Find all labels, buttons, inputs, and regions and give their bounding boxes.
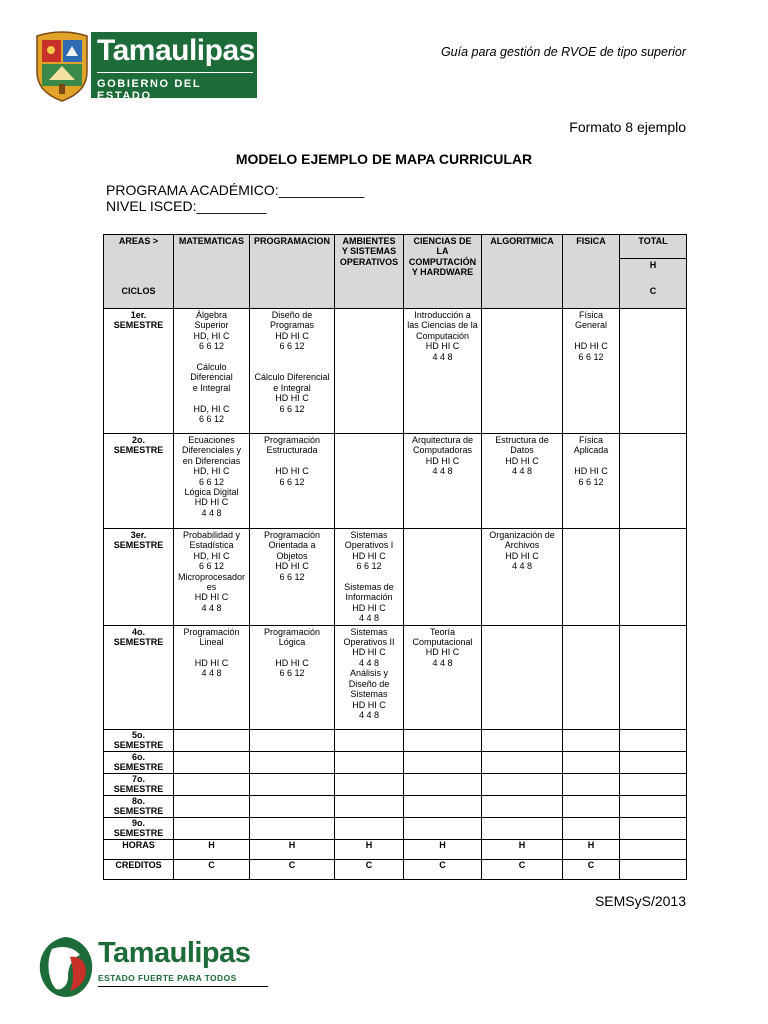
course-cell: H xyxy=(335,839,404,859)
course-cell: Teoría Computacional HD HI C 4 4 8 xyxy=(404,625,482,729)
course-cell: Introducción a las Ciencias de la Computación HD HI C 4 4 8 xyxy=(404,309,482,434)
course-cell xyxy=(335,434,404,529)
row-label: HORAS xyxy=(104,839,174,859)
footer-code: SEMSyS/2013 xyxy=(594,893,686,909)
area-header: AMBIENTES Y SISTEMAS OPERATIVOS xyxy=(335,235,404,309)
course-cell: H xyxy=(563,839,620,859)
row-label: 4o. SEMESTRE xyxy=(104,625,174,729)
total-cell xyxy=(620,859,687,879)
course-cell xyxy=(404,529,482,626)
total-cell xyxy=(620,839,687,859)
brand-banner xyxy=(91,32,257,102)
logo-gobierno-del-estado xyxy=(33,28,257,102)
course-cell xyxy=(174,817,250,839)
course-cell: H xyxy=(404,839,482,859)
course-cell xyxy=(404,817,482,839)
total-h-header: H xyxy=(620,259,687,285)
course-cell: Física General HD HI C 6 6 12 xyxy=(563,309,620,434)
header-guide-text: Guía para gestión de RVOE de tipo superior xyxy=(440,45,686,59)
course-cell xyxy=(335,309,404,434)
course-cell xyxy=(250,729,335,751)
course-cell: Programación Lineal HD HI C 4 4 8 xyxy=(174,625,250,729)
programa-academico-line: PROGRAMA ACADÉMICO:___________ xyxy=(106,182,365,198)
area-header: ALGORITMICA xyxy=(482,235,563,309)
table-row xyxy=(104,529,687,626)
total-cell xyxy=(620,309,687,434)
course-cell: Arquitectura de Computadoras HD HI C 4 4 8 xyxy=(404,434,482,529)
course-cell: Álgebra Superior HD, HI C 6 6 12 Cálculo Diferencial e Integral HD, HI C 6 6 12 xyxy=(174,309,250,434)
tamaulipas-emblem-icon xyxy=(38,935,94,999)
total-header: TOTAL xyxy=(620,235,687,259)
brand-subtitle: GOBIERNO DEL ESTADO xyxy=(97,78,201,102)
area-header: PROGRAMACION xyxy=(250,235,335,309)
row-label: 5o. SEMESTRE xyxy=(104,729,174,751)
course-cell: H xyxy=(174,839,250,859)
brand-name: Tamaulipas xyxy=(97,34,255,67)
row-label: 8o. SEMESTRE xyxy=(104,795,174,817)
course-cell xyxy=(482,773,563,795)
table-row xyxy=(104,625,687,729)
header-areas: AREAS > xyxy=(104,235,174,259)
course-cell xyxy=(174,751,250,773)
course-cell xyxy=(250,773,335,795)
table-row xyxy=(104,817,687,839)
total-cell xyxy=(620,729,687,751)
area-header: FISICA xyxy=(563,235,620,309)
course-cell: Probabilidad y Estadística HD, HI C 6 6 12 Microprocesador es HD HI C 4 4 8 xyxy=(174,529,250,626)
table-row xyxy=(104,773,687,795)
course-cell xyxy=(563,795,620,817)
logo-estado-fuerte xyxy=(38,935,251,999)
row-label: 9o. SEMESTRE xyxy=(104,817,174,839)
course-cell: Sistemas Operativos II HD HI C 4 4 8 Análisis y Diseño de Sistemas HD HI C 4 4 8 xyxy=(335,625,404,729)
course-cell xyxy=(174,773,250,795)
course-cell xyxy=(404,773,482,795)
course-cell: H xyxy=(250,839,335,859)
total-cell xyxy=(620,625,687,729)
course-cell xyxy=(404,795,482,817)
course-cell: C xyxy=(250,859,335,879)
row-label: 3er. SEMESTRE xyxy=(104,529,174,626)
row-label: CREDITOS xyxy=(104,859,174,879)
course-cell xyxy=(174,729,250,751)
course-cell: C xyxy=(482,859,563,879)
course-cell: H xyxy=(482,839,563,859)
table-row xyxy=(104,751,687,773)
coat-of-arms-icon xyxy=(33,28,91,102)
course-cell xyxy=(563,773,620,795)
course-cell: Estructura de Datos HD HI C 4 4 8 xyxy=(482,434,563,529)
table-row xyxy=(104,859,687,879)
header-ciclos: CICLOS xyxy=(104,285,174,309)
course-cell xyxy=(482,625,563,729)
area-header: MATEMATICAS xyxy=(174,235,250,309)
course-cell: C xyxy=(563,859,620,879)
total-cell xyxy=(620,434,687,529)
course-cell xyxy=(250,817,335,839)
course-cell xyxy=(563,817,620,839)
course-cell xyxy=(563,529,620,626)
table-row xyxy=(104,839,687,859)
logo-bottom-tagline: ESTADO FUERTE PARA TODOS xyxy=(98,973,237,983)
curricular-map-table xyxy=(103,234,687,880)
course-cell: C xyxy=(174,859,250,879)
course-cell: Organización de Archivos HD HI C 4 4 8 xyxy=(482,529,563,626)
course-cell: Física Aplicada HD HI C 6 6 12 xyxy=(563,434,620,529)
course-cell: C xyxy=(335,859,404,879)
row-label: 1er. SEMESTRE xyxy=(104,309,174,434)
course-cell xyxy=(174,795,250,817)
course-cell: Programación Estructurada HD HI C 6 6 12 xyxy=(250,434,335,529)
course-cell xyxy=(482,751,563,773)
course-cell: Programación Orientada a Objetos HD HI C 6 6 12 xyxy=(250,529,335,626)
course-cell xyxy=(404,729,482,751)
course-cell xyxy=(250,751,335,773)
course-cell xyxy=(482,817,563,839)
format-label: Formato 8 ejemplo xyxy=(569,119,686,135)
course-cell xyxy=(250,795,335,817)
document-title: MODELO EJEMPLO DE MAPA CURRICULAR xyxy=(235,151,533,167)
course-cell xyxy=(404,751,482,773)
total-cell xyxy=(620,773,687,795)
course-cell: C xyxy=(404,859,482,879)
course-cell xyxy=(335,729,404,751)
course-cell xyxy=(335,795,404,817)
area-header: CIENCIAS DE LA COMPUTACIÓN Y HARDWARE xyxy=(404,235,482,309)
course-cell xyxy=(563,751,620,773)
course-cell: Programación Lógica HD HI C 6 6 12 xyxy=(250,625,335,729)
total-cell xyxy=(620,817,687,839)
table-row xyxy=(104,795,687,817)
total-c-header: C xyxy=(620,285,687,309)
course-cell xyxy=(335,817,404,839)
course-cell xyxy=(563,729,620,751)
row-label: 2o. SEMESTRE xyxy=(104,434,174,529)
table-row xyxy=(104,729,687,751)
program-info xyxy=(106,182,364,214)
logo-bottom-name: Tamaulipas xyxy=(98,937,251,969)
total-cell xyxy=(620,751,687,773)
header-spacer xyxy=(104,259,174,285)
course-cell xyxy=(482,729,563,751)
logo-bottom-underline xyxy=(98,986,268,987)
total-cell xyxy=(620,529,687,626)
row-label: 7o. SEMESTRE xyxy=(104,773,174,795)
course-cell xyxy=(563,625,620,729)
course-cell: Ecuaciones Diferenciales y en Diferencias HD, HI C 6 6 12 Lógica Digital HD HI C 4 4 8 xyxy=(174,434,250,529)
course-cell xyxy=(335,751,404,773)
table-row xyxy=(104,309,687,434)
table-row xyxy=(104,434,687,529)
total-cell xyxy=(620,795,687,817)
brand-divider xyxy=(97,72,253,73)
course-cell: Sistemas Operativos I HD HI C 6 6 12 Sistemas de Información HD HI C 4 4 8 xyxy=(335,529,404,626)
course-cell xyxy=(335,773,404,795)
course-cell xyxy=(482,309,563,434)
row-label: 6o. SEMESTRE xyxy=(104,751,174,773)
course-cell xyxy=(482,795,563,817)
course-cell: Diseño de Programas HD HI C 6 6 12 Cálculo Diferencial e Integral HD HI C 6 6 12 xyxy=(250,309,335,434)
nivel-isced-line: NIVEL ISCED:_________ xyxy=(106,198,267,214)
